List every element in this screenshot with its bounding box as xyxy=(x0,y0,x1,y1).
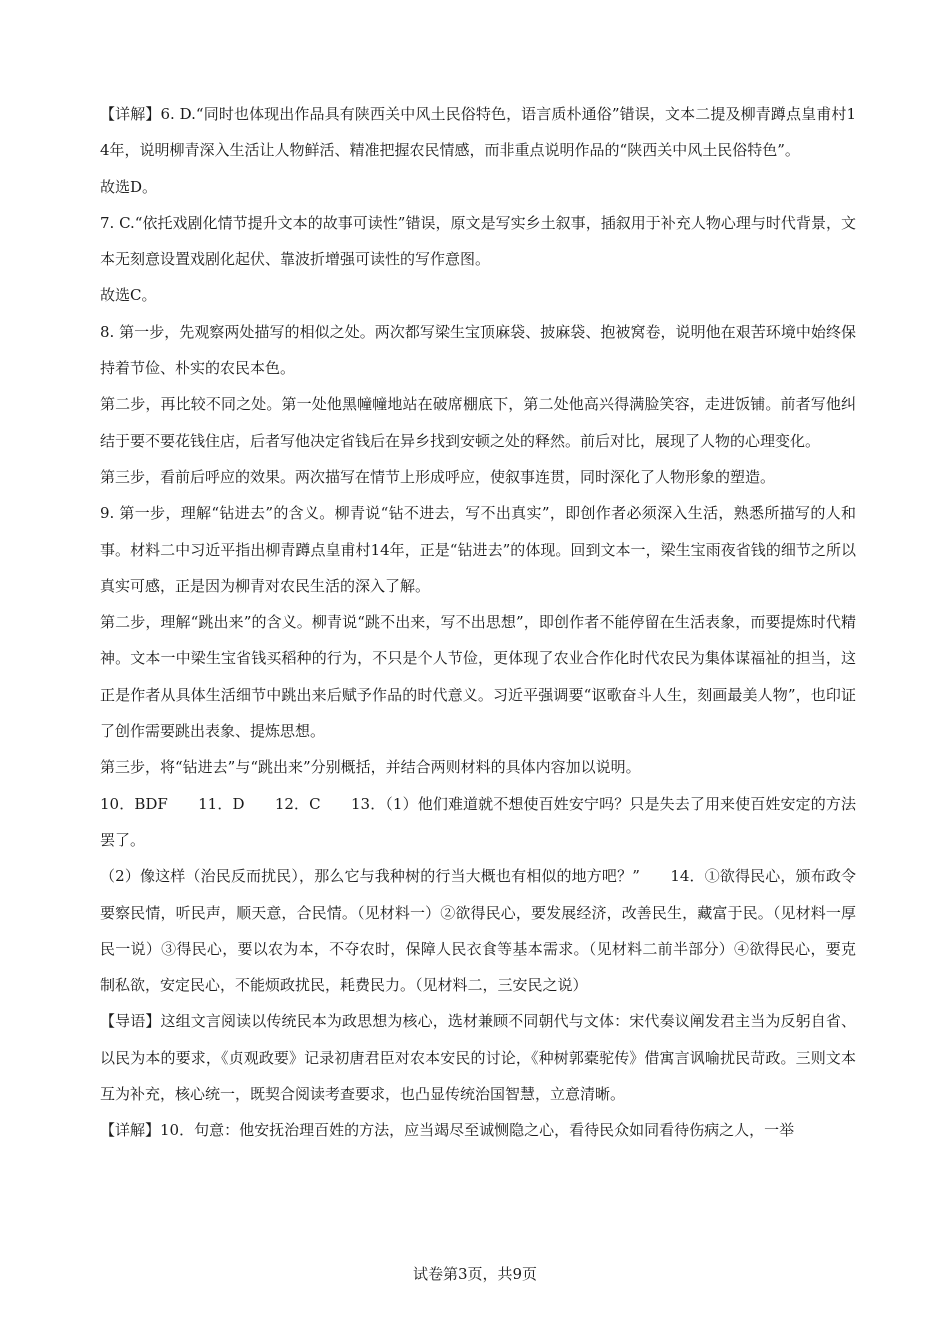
answer-8-step-3: 第三步，看前后呼应的效果。两次描写在情节上形成呼应，使叙事连贯，同时深化了人物形象的塑造。 xyxy=(100,467,776,486)
answers-10-13: 10．BDF 11．D 12．C 13．（1）他们难道就不想使百姓安宁吗？只是失去了用来使百姓安定的方法罢了。 xyxy=(100,794,856,849)
answer-6-explanation: 【详解】6. D.“同时也体现出作品具有陕西关中风土民俗特色，语言质朴通俗”错误，文本二提及柳青蹲点皇甫村14年，说明柳青深入生活让人物鲜活、精准把握农民情感，而非重点说明作品的“陕西关中风土民俗特色”。 xyxy=(100,105,856,160)
page-footer: 试卷第3页，共9页 xyxy=(412,1265,538,1283)
answer-8-step-2: 第二步，再比较不同之处。第一处他黑幢幢地站在破席棚底下，第二处他高兴得满脸笑容，走进饭铺。前者写他纠结于要不要花钱住店，后者写他决定省钱后在异乡找到安顿之处的释然。前后对比，展现了人物的心理变化。 xyxy=(100,395,856,450)
answer-9-step-1: 9. 第一步，理解“钻进去”的含义。柳青说“钻不进去，写不出真实”，即创作者必须深入生活，熟悉所描写的人和事。材料二中习近平指出柳青蹲点皇甫村14年，正是“钻进去”的体现。回到文本一，梁生宝雨夜省钱的细节之所以真实可感，正是因为柳青对农民生活的深入了解。 xyxy=(100,504,856,595)
page-body xyxy=(100,96,856,1149)
classical-reading-intro: 【导语】这组文言阅读以传统民本为政思想为核心，选材兼顾不同朝代与文体：宋代奏议阐发君主当为反躬自省、以民为本的要求，《贞观政要》记录初唐君臣对农本安民的讨论，《种树郭橐驼传》借寓言讽喻扰民苛政。三则文本互为补充，核心统一，既契合阅读考查要求，也凸显传统治国智慧，立意清晰。 xyxy=(100,1012,856,1104)
answer-7-choice: 故选C。 xyxy=(100,286,157,305)
answer-10-explanation: 【详解】10．句意：他安抚治理百姓的方法，应当竭尽至诚恻隐之心，看待民众如同看待伤病之人，一举 xyxy=(100,1121,795,1140)
answer-9-step-2: 第二步，理解“跳出来”的含义。柳青说“跳不出来，写不出思想”，即创作者不能停留在生活表象，而要提炼时代精神。文本一中梁生宝省钱买稻种的行为，不只是个人节俭，更体现了农业合作化时代农民为集体谋福祉的担当，这正是作者从具体生活细节中跳出来后赋予作品的时代意义。习近平强调要“讴歌奋斗人生，刻画最美人物”，也印证了创作需要跳出表象、提炼思想。 xyxy=(100,613,856,741)
answers-13-14: （2）像这样（治民反而扰民），那么它与我种树的行当大概也有相似的地方吧？” 14．①欲得民心，颁布政令要察民情，听民声，顺天意，合民情。（见材料一）②欲得民心，要发展经济，改善民生，藏富于民。（见材料一厚民一说）③得民心，要以农为本，不夺农时，保障人民衣食等基本需求。（见材料二前半部分）④欲得民心，要克制私欲，安定民心，不能烦政扰民，耗费民力。（见材料二，三安民之说） xyxy=(100,867,856,995)
answer-6-choice: 故选D。 xyxy=(100,177,158,196)
answer-9-step-3: 第三步，将“钻进去”与“跳出来”分别概括，并结合两则材料的具体内容加以说明。 xyxy=(100,758,641,777)
answer-7-explanation: 7. C.“依托戏剧化情节提升文本的故事可读性”错误，原文是写实乡土叙事，插叙用于补充人物心理与时代背景，文本无刻意设置戏剧化起伏、靠波折增强可读性的写作意图。 xyxy=(100,213,856,269)
answer-8-step-1: 8. 第一步，先观察两处描写的相似之处。两次都写梁生宝顶麻袋、披麻袋、抱被窝卷，说明他在艰苦环境中始终保持着节俭、朴实的农民本色。 xyxy=(100,322,856,378)
